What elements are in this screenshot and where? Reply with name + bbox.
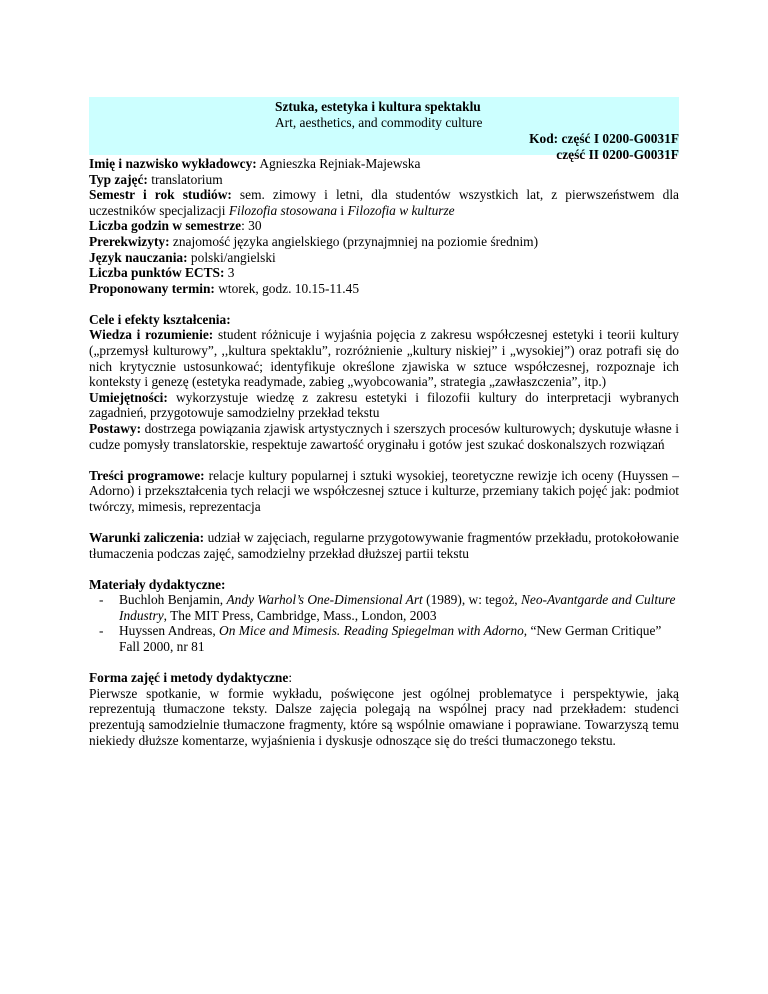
goals-skills bbox=[89, 390, 679, 421]
methods-paragraph: Pierwsze spotkanie, w formie wykładu, poświęcone jest ogólnej problematyce i perspektywie, jaką reprezentują tłumaczone teksty. Dalsze zajęcia polegają na wspólnej pracy nad przekładem: studenci prezentują samodzielnie tłumaczone fragmenty, które są wspólnie omawiane i poprawiane. Towarzyszą temu niekiedy dłuższe komentarze, wyjaśnienia i dyskusje odnoszące się do treści tłumaczonego tekstu. bbox=[89, 685, 679, 748]
goals-text: dostrzega powiązania zjawisk artystycznych i szerszych procesów kulturowych; dyskutuje własne i cudze pomysły translatorskie, respektuje zawartość oryginału i gotów jest szukać doskonalszych rozwiązań bbox=[89, 421, 679, 452]
meta-schedule bbox=[89, 281, 679, 297]
course-code-part1: Kod: część I 0200-G0031F bbox=[529, 131, 679, 146]
goals-knowledge bbox=[89, 327, 679, 389]
meta-value: : 30 bbox=[241, 218, 262, 234]
meta-label: Semestr i rok studiów: bbox=[89, 187, 232, 203]
meta-value: wtorek, godz. 10.15-11.45 bbox=[214, 280, 360, 296]
meta-value: Agnieszka Rejniak-Majewska bbox=[256, 156, 421, 171]
goals-label: Umiejętności: bbox=[89, 389, 168, 405]
meta-label: Liczba punktów ECTS: bbox=[89, 265, 225, 281]
bib-author: Huyssen Andreas, bbox=[119, 623, 220, 639]
goals-label: Postawy: bbox=[89, 421, 142, 436]
requirements-section bbox=[89, 530, 679, 561]
course-header-band bbox=[89, 97, 679, 162]
requirements-label: Warunki zaliczenia: bbox=[89, 529, 205, 545]
bib-title: On Mice and Mimesis. Reading Spiegelman with Adorno bbox=[219, 623, 524, 639]
content-label: Treści programowe: bbox=[89, 467, 205, 483]
meta-prerequisites bbox=[89, 234, 679, 250]
meta-label: Imię i nazwisko wykładowcy: bbox=[89, 156, 257, 171]
list-dash: - bbox=[99, 623, 104, 639]
bibliography-list bbox=[89, 592, 679, 654]
bib-details: (1989), w: tegoż, bbox=[422, 592, 521, 608]
meta-label: Prerekwizyty: bbox=[89, 233, 170, 249]
bib-details: , “New German Critique” Fall 2000, nr 81 bbox=[119, 623, 662, 655]
meta-label: Liczba godzin w semestrze bbox=[89, 218, 242, 234]
meta-value: 3 bbox=[224, 265, 235, 281]
meta-label: Typ zajęć: bbox=[89, 171, 148, 187]
meta-value: znajomość języka angielskiego (przynajmniej na poziomie średnim) bbox=[169, 233, 539, 249]
methods-colon: : bbox=[288, 670, 293, 686]
methods-section bbox=[89, 670, 679, 748]
course-code bbox=[529, 131, 679, 162]
meta-value: translatorium bbox=[147, 171, 223, 187]
meta-language bbox=[89, 250, 679, 266]
content-section bbox=[89, 468, 679, 515]
goals-heading: Cele i efekty kształcenia: bbox=[89, 311, 231, 327]
goals-text: student różnicuje i wyjaśnia pojęcia z zakresu współczesnej estetyki i teorii kultury („przemysł kulturowy”, ,,kultura spektaklu”, rozróżnienie „kultury niskiej” i „wysokiej”) oraz potrafi się do nich krytycznie ustosunkować; identyfikuje określone zjawiska w sztuce współczesnej, rozpoznaje ich konteksty i genezę (estetyka readymade, zabieg „wyobcowania”, strategia „zawłaszczenia”, itp.) bbox=[89, 327, 679, 390]
requirements-text: udział w zajęciach, regularne przygotowywanie fragmentów przekładu, protokołowanie tłumaczenia podczas zajęć, samodzielny przekład dłuższej partii tekstu bbox=[89, 529, 680, 561]
course-code-part2: część II 0200-G0031F bbox=[556, 146, 679, 162]
materials-heading: Materiały dydaktyczne: bbox=[89, 576, 226, 592]
document-page bbox=[89, 97, 679, 748]
meta-semester bbox=[89, 187, 679, 218]
goals-attitudes bbox=[89, 421, 679, 452]
goals-section bbox=[89, 312, 679, 452]
meta-label: Język nauczania: bbox=[89, 249, 188, 265]
meta-value: i bbox=[337, 202, 348, 218]
list-dash: - bbox=[99, 592, 104, 608]
meta-ects bbox=[89, 265, 679, 281]
bib-publisher: , The MIT Press, Cambridge, Mass., London, 2003 bbox=[163, 607, 437, 623]
bib-title: Andy Warhol’s One-Dimensional Art bbox=[226, 592, 423, 608]
bibliography-item bbox=[89, 592, 679, 623]
content-text: relacje kultury popularnej i sztuki wysokiej, teoretyczne rewizje ich oceny (Huyssen – Adorno) i przekształcenia tych relacji we współczesnej sztuce i kulturze, przemiany takich pojęć jak: podmiot twórczy, mimesis, reprezentacja bbox=[89, 467, 679, 514]
meta-value: sem. zimowy i letni, dla studentów wszystkich lat, z pierwszeństwem dla uczestników specjalizacji bbox=[89, 187, 679, 218]
requirements-paragraph bbox=[89, 530, 679, 561]
meta-value: polski/angielski bbox=[187, 249, 276, 265]
bib-author: Buchloh Benjamin, bbox=[119, 592, 227, 608]
course-subtitle: Art, aesthetics, and commodity culture bbox=[275, 115, 483, 130]
goals-label: Wiedza i rozumienie: bbox=[89, 327, 214, 343]
materials-section bbox=[89, 577, 679, 655]
meta-class-type bbox=[89, 172, 679, 188]
meta-label: Proponowany termin: bbox=[89, 280, 215, 296]
meta-hours bbox=[89, 218, 679, 234]
content-paragraph bbox=[89, 468, 679, 515]
course-title: Sztuka, estetyka i kultura spektaklu bbox=[275, 99, 481, 114]
methods-label: Forma zajęć i metody dydaktyczne bbox=[89, 670, 289, 686]
specialization-name: Filozofia w kulturze bbox=[347, 202, 455, 218]
bibliography-item bbox=[89, 623, 679, 654]
specialization-name: Filozofia stosowana bbox=[228, 202, 338, 218]
bib-book-title: Neo-Avantgarde and Culture Industry bbox=[119, 592, 676, 623]
goals-text: wykorzystuje wiedzę z zakresu estetyki i filozofii kultury do interpretacji wybranych zagadnień, przygotowuje samodzielny przekład tekstu bbox=[89, 389, 679, 421]
methods-heading bbox=[89, 670, 679, 686]
course-meta bbox=[89, 156, 679, 296]
